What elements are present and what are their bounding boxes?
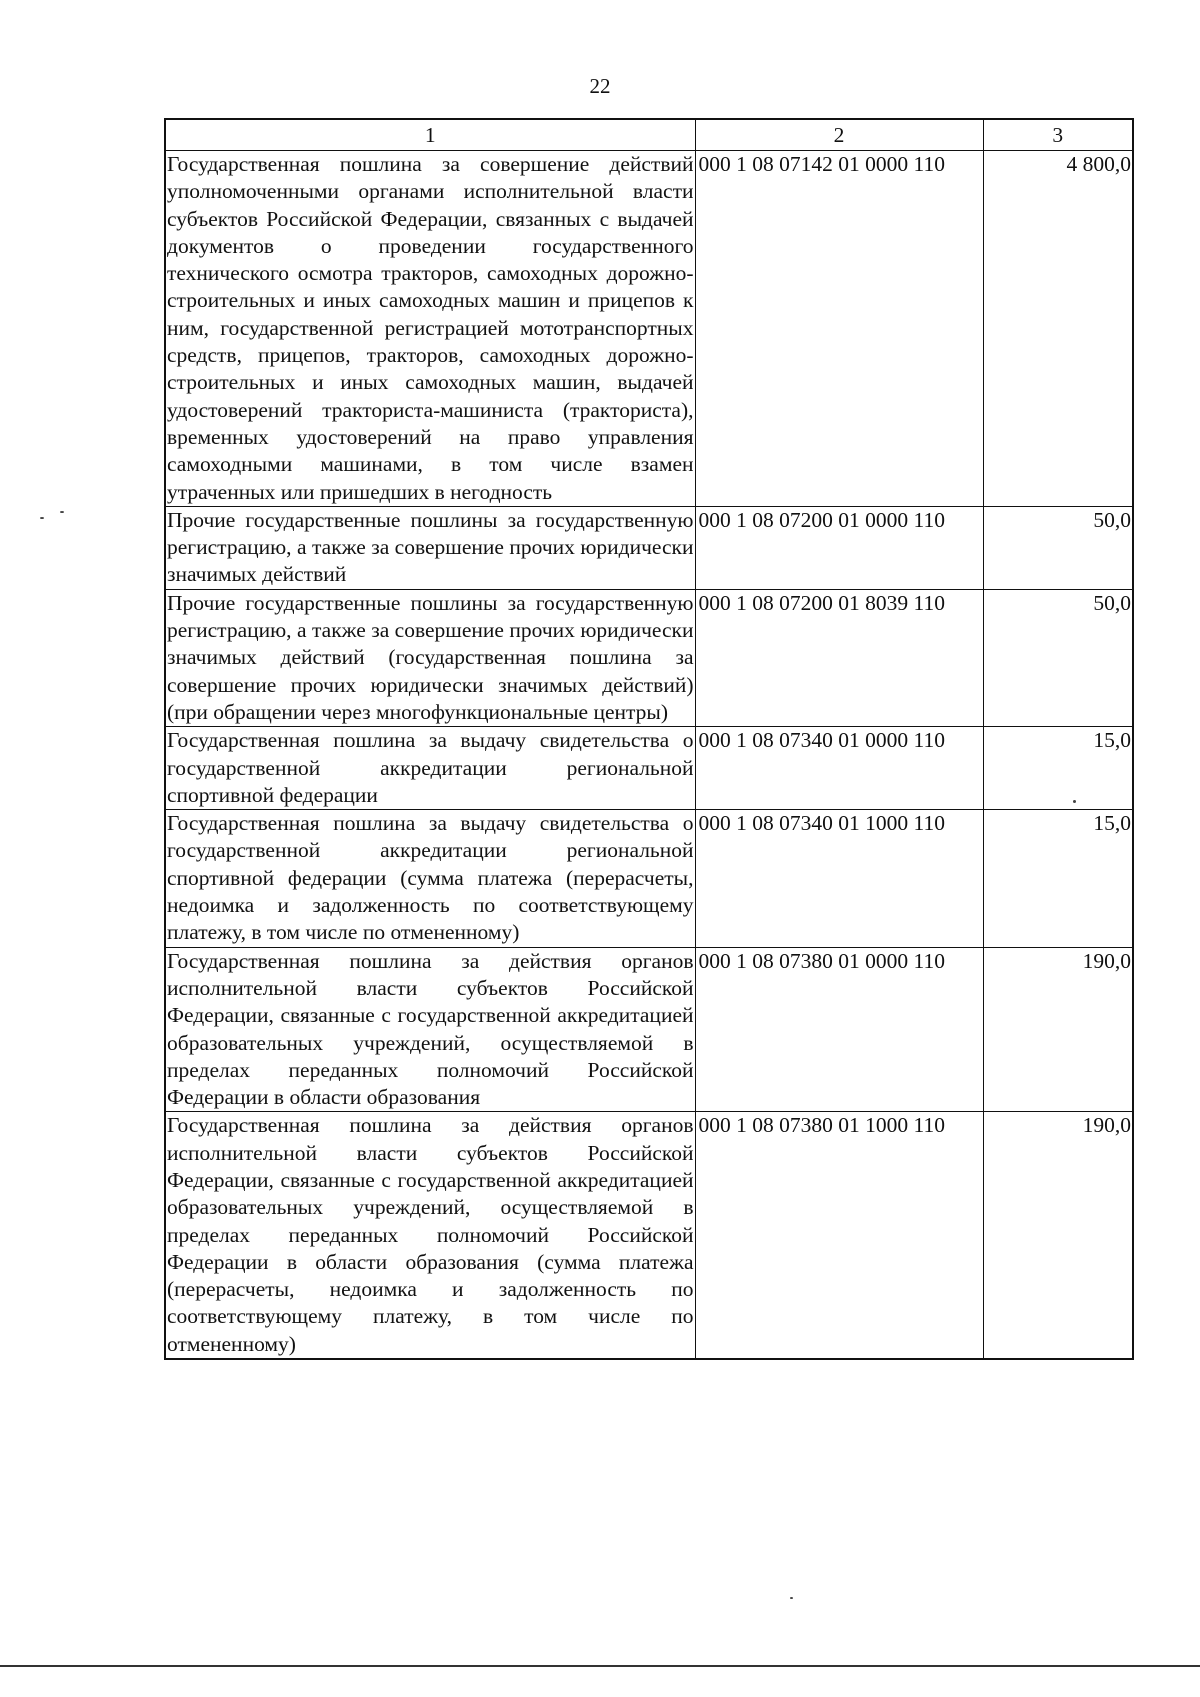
scan-speck: [40, 517, 44, 519]
scan-edge-line: [0, 1665, 1200, 1667]
scan-speck: [790, 1597, 793, 1599]
row-description: Государственная пошлина за совершение действий уполномоченными органами исполнительной власти субъектов Российской Федерации, связанных с выдачей документов о проведении государственного технического осмотра тракторов, самоходных дорожно-строительных и иных самоходных машин и прицепов к ним, государственной регистрацией мототранспортных средств, прицепов, тракторов, самоходных дорожно-строительных и иных самоходных машин, выдачей удостоверений тракториста-машиниста (тракториста), временных удостоверений на право управления самоходными машинами, в том числе взамен утраченных или пришедших в негодность: [165, 151, 695, 507]
row-budget-code: 000 1 08 07340 01 1000 110: [695, 810, 983, 947]
row-budget-code: 000 1 08 07200 01 0000 110: [695, 506, 983, 589]
row-amount: 190,0: [983, 1112, 1133, 1359]
table-body: [165, 151, 1133, 1360]
row-amount: 50,0: [983, 589, 1133, 726]
row-amount: 50,0: [983, 506, 1133, 589]
row-description: Прочие государственные пошлины за государственную регистрацию, а также за совершение прочих юридически значимых действий (государственная пошлина за совершение прочих юридически значимых действий) (при обращении через многофункциональные центры): [165, 589, 695, 726]
header-row: [165, 119, 1133, 151]
page-number: 22: [589, 74, 611, 98]
row-budget-code: 000 1 08 07380 01 1000 110: [695, 1112, 983, 1359]
column-header-2: 2: [695, 119, 983, 151]
row-description: Государственная пошлина за выдачу свидетельства о государственной аккредитации региональной спортивной федерации: [165, 727, 695, 810]
row-amount: 15,0: [983, 727, 1133, 810]
column-header-1: 1: [165, 119, 695, 151]
row-budget-code: 000 1 08 07380 01 0000 110: [695, 947, 983, 1112]
table-row: [165, 589, 1133, 726]
scan-speck: [1073, 800, 1076, 803]
row-budget-code: 000 1 08 07340 01 0000 110: [695, 727, 983, 810]
table-row: [165, 727, 1133, 810]
table-row: [165, 1112, 1133, 1359]
table-header: [165, 119, 1133, 151]
table-row: [165, 810, 1133, 947]
row-budget-code: 000 1 08 07200 01 8039 110: [695, 589, 983, 726]
row-amount: 4 800,0: [983, 151, 1133, 507]
row-description: Прочие государственные пошлины за государственную регистрацию, а также за совершение прочих юридически значимых действий: [165, 506, 695, 589]
row-budget-code: 000 1 08 07142 01 0000 110: [695, 151, 983, 507]
table-row: [165, 947, 1133, 1112]
scan-speck: [60, 511, 64, 513]
row-description: Государственная пошлина за выдачу свидетельства о государственной аккредитации региональной спортивной федерации (сумма платежа (перерасчеты, недоимка и задолженность по соответствующему платежу, в том числе по отмененному): [165, 810, 695, 947]
table-row: [165, 506, 1133, 589]
revenue-table: [164, 118, 1134, 1360]
row-amount: 190,0: [983, 947, 1133, 1112]
row-description: Государственная пошлина за действия органов исполнительной власти субъектов Российской Федерации, связанные с государственной аккредитацией образовательных учреждений, осуществляемой в пределах переданных полномочий Российской Федерации в области образования (сумма платежа (перерасчеты, недоимка и задолженность по соответствующему платежу, в том числе по отмененному): [165, 1112, 695, 1359]
row-description: Государственная пошлина за действия органов исполнительной власти субъектов Российской Федерации, связанные с государственной аккредитацией образовательных учреждений, осуществляемой в пределах переданных полномочий Российской Федерации в области образования: [165, 947, 695, 1112]
row-amount: 15,0: [983, 810, 1133, 947]
table-row: [165, 151, 1133, 507]
column-header-3: 3: [983, 119, 1133, 151]
